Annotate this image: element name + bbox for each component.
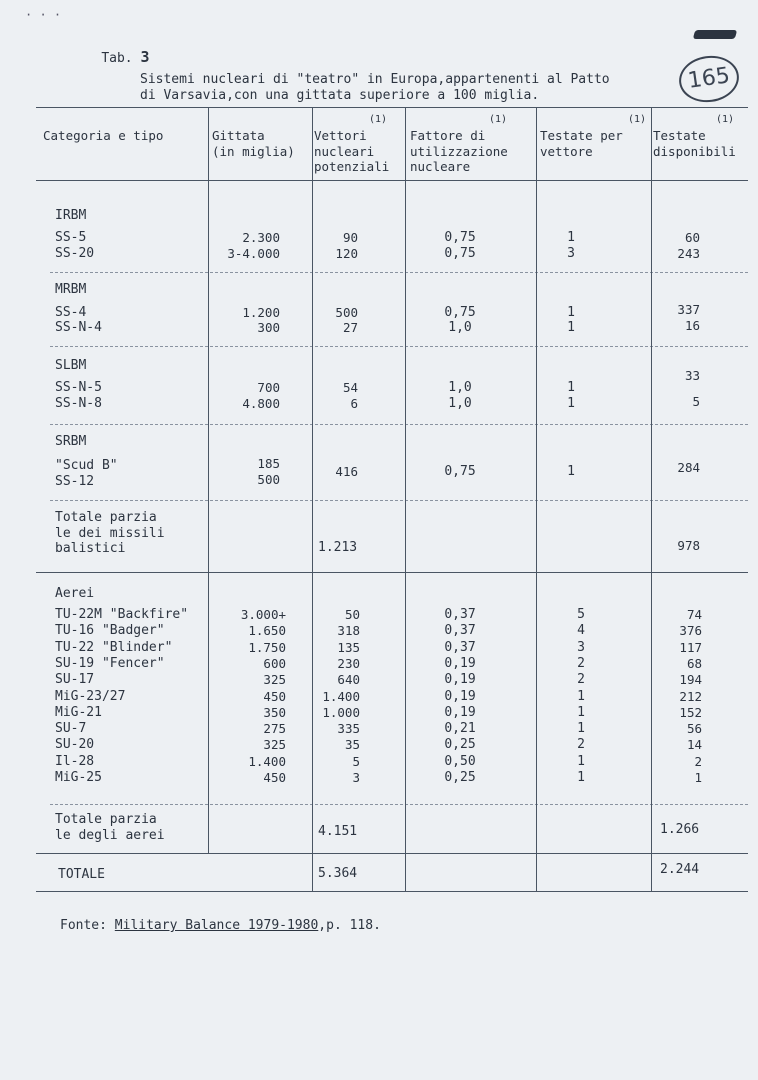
cell-available: 337 (677, 302, 700, 317)
cell-per-vector: 3 (577, 640, 585, 655)
cell-factor: 0,19 (444, 705, 476, 720)
title-line-1: Sistemi nucleari di "teatro" in Europa,appartenenti al Patto (140, 72, 610, 87)
cell-vectors: 500 (335, 305, 358, 320)
row-name: MiG-25 (55, 770, 102, 785)
cell-range: 1.200 (242, 305, 280, 320)
row-name: SS-N-4 (55, 320, 102, 335)
title-line-2: di Varsavia,con una gittata superiore a 100 miglia. (140, 88, 540, 103)
cell-available: 16 (684, 318, 700, 333)
col-divider-5 (651, 107, 652, 891)
table-bottom-rule (36, 891, 748, 892)
total-available: 2.244 (660, 862, 700, 877)
row-name: TU-16 "Badger" (55, 623, 165, 638)
cell-per-vector: 1 (567, 380, 575, 395)
row-name: SU-17 (55, 672, 95, 687)
group-label-aircraft: Aerei (55, 586, 95, 601)
cell-range: 4.800 (242, 396, 280, 411)
cell-per-vector: 1 (567, 305, 575, 320)
row-name: SS-5 (55, 230, 87, 245)
col-divider-3 (405, 107, 406, 891)
cell-per-vector: 1 (577, 770, 585, 785)
cell-per-vector: 1 (577, 689, 585, 704)
cell-factor: 0,19 (444, 656, 476, 671)
cell-per-vector: 1 (577, 721, 585, 736)
cell-per-vector: 1 (577, 754, 585, 769)
ink-mark (693, 30, 737, 39)
cell-available: 194 (679, 672, 702, 687)
cell-factor: 0,75 (444, 230, 476, 245)
row-name: MiG-23/27 (55, 689, 126, 704)
footnote-mark-factor: (1) (489, 114, 508, 125)
cell-range: 500 (257, 472, 280, 487)
cell-available: 2 (694, 754, 702, 769)
table-top-rule (36, 107, 748, 108)
cell-vectors: 318 (337, 623, 360, 638)
cell-factor: 0,21 (444, 721, 476, 736)
cell-factor: 0,25 (444, 737, 476, 752)
cell-per-vector: 5 (577, 607, 585, 622)
row-name: SS-N-8 (55, 396, 102, 411)
source-title: Military Balance 1979-1980 (114, 918, 319, 933)
row-name: MiG-21 (55, 705, 102, 720)
cell-vectors: 35 (344, 737, 360, 752)
rule-missile-subtotal (36, 572, 748, 573)
cell-per-vector: 1 (567, 396, 575, 411)
col-header-category: Categoria e tipo (43, 128, 164, 143)
group-label-srbm: SRBM (55, 434, 87, 449)
cell-factor: 1,0 (448, 380, 472, 395)
rule-irbm (50, 272, 748, 273)
cell-vectors: 27 (342, 320, 358, 335)
cell-per-vector: 2 (577, 656, 585, 671)
cell-range: 2.300 (242, 230, 280, 245)
tab-label: Tab. 3 (101, 47, 150, 66)
cell-range: 600 (263, 656, 286, 671)
cell-per-vector: 1 (567, 230, 575, 245)
cell-available: 33 (684, 368, 700, 383)
subtotal-aircraft-vectors: 4.151 (318, 824, 358, 839)
cell-vectors: 1.400 (322, 689, 360, 704)
header-bottom-rule (36, 180, 748, 181)
cell-per-vector: 2 (577, 672, 585, 687)
cell-factor: 1,0 (448, 396, 472, 411)
cell-vectors: 54 (342, 380, 358, 395)
cell-per-vector: 4 (577, 623, 585, 638)
rule-slbm (50, 424, 748, 425)
cell-per-vector: 1 (567, 464, 575, 479)
rule-aircraft (50, 804, 748, 805)
cell-per-vector: 1 (567, 320, 575, 335)
scan-speckle: · · · (25, 8, 62, 22)
cell-vectors: 135 (337, 640, 360, 655)
row-name: SU-20 (55, 737, 95, 752)
group-label-slbm: SLBM (55, 358, 87, 373)
total-vectors: 5.364 (318, 866, 358, 881)
row-name: TU-22M "Backfire" (55, 607, 189, 622)
row-name: Il-28 (55, 754, 95, 769)
total-label: TOTALE (58, 867, 105, 882)
cell-range: 700 (257, 380, 280, 395)
cell-range: 1.400 (248, 754, 286, 769)
cell-available: 152 (679, 705, 702, 720)
cell-range: 185 (257, 456, 280, 471)
cell-vectors: 230 (337, 656, 360, 671)
col-header-available: Testate disponibili (653, 128, 736, 159)
cell-vectors: 1.000 (322, 705, 360, 720)
row-name: SS-N-5 (55, 380, 102, 395)
cell-vectors: 90 (342, 230, 358, 245)
cell-available: 1 (694, 770, 702, 785)
cell-available: 56 (686, 721, 702, 736)
cell-factor: 0,75 (444, 246, 476, 261)
cell-range: 450 (263, 770, 286, 785)
source-note: Fonte: Military Balance 1979-1980,p. 118. (60, 918, 381, 933)
cell-factor: 1,0 (448, 320, 472, 335)
cell-available: 68 (686, 656, 702, 671)
cell-available: 60 (684, 230, 700, 245)
subtotal-missiles-label: Totale parzia le dei missili balistici (55, 510, 165, 556)
cell-available: 376 (679, 623, 702, 638)
cell-range: 1.650 (248, 623, 286, 638)
cell-range: 3-4.000 (227, 246, 280, 261)
cell-vectors: 640 (337, 672, 360, 687)
cell-range: 350 (263, 705, 286, 720)
cell-available: 284 (677, 460, 700, 475)
cell-available: 74 (686, 607, 702, 622)
group-label-mrbm: MRBM (55, 282, 87, 297)
rule-srbm (50, 500, 748, 501)
row-name: SS-12 (55, 474, 95, 489)
cell-available: 243 (677, 246, 700, 261)
row-name: SS-4 (55, 305, 87, 320)
cell-vectors: 335 (337, 721, 360, 736)
footnote-mark-available: (1) (716, 114, 735, 125)
cell-factor: 0,75 (444, 305, 476, 320)
cell-factor: 0,25 (444, 770, 476, 785)
row-name: SU-7 (55, 721, 87, 736)
cell-vectors: 416 (335, 464, 358, 479)
cell-vectors: 50 (344, 607, 360, 622)
row-name: "Scud B" (55, 458, 118, 473)
cell-vectors: 120 (335, 246, 358, 261)
cell-available: 212 (679, 689, 702, 704)
row-name: TU-22 "Blinder" (55, 640, 173, 655)
col-divider-4 (536, 107, 537, 891)
col-header-range: Gittata (in miglia) (212, 128, 295, 159)
col-header-per-vector: Testate per vettore (540, 128, 623, 159)
cell-factor: 0,50 (444, 754, 476, 769)
row-name: SU-19 "Fencer" (55, 656, 165, 671)
cell-range: 450 (263, 689, 286, 704)
page-number-stamp: 165 (676, 52, 742, 106)
cell-available: 14 (686, 737, 702, 752)
cell-factor: 0,19 (444, 672, 476, 687)
cell-range: 275 (263, 721, 286, 736)
cell-per-vector: 1 (577, 705, 585, 720)
rule-mrbm (50, 346, 748, 347)
cell-per-vector: 3 (567, 246, 575, 261)
footnote-mark-per-vector: (1) (628, 114, 647, 125)
cell-factor: 0,37 (444, 640, 476, 655)
subtotal-missiles-available: 978 (677, 538, 700, 553)
rule-aircraft-subtotal (36, 853, 748, 854)
cell-factor: 0,37 (444, 607, 476, 622)
col-header-vectors: Vettori nucleari potenziali (314, 128, 390, 174)
cell-per-vector: 2 (577, 737, 585, 752)
cell-factor: 0,19 (444, 689, 476, 704)
cell-vectors: 3 (352, 770, 360, 785)
cell-vectors: 5 (352, 754, 360, 769)
cell-range: 325 (263, 737, 286, 752)
cell-vectors: 6 (350, 396, 358, 411)
col-divider-2 (312, 107, 313, 891)
cell-range: 300 (257, 320, 280, 335)
cell-available: 5 (692, 394, 700, 409)
row-name: SS-20 (55, 246, 95, 261)
cell-factor: 0,37 (444, 623, 476, 638)
cell-available: 117 (679, 640, 702, 655)
col-header-factor: Fattore di utilizzazione nucleare (410, 128, 508, 174)
cell-factor: 0,75 (444, 464, 476, 479)
cell-range: 325 (263, 672, 286, 687)
col-divider-1 (208, 107, 209, 853)
subtotal-aircraft-label: Totale parzia le degli aerei (55, 812, 165, 843)
group-label-irbm: IRBM (55, 208, 87, 223)
cell-range: 3.000+ (240, 607, 286, 622)
cell-range: 1.750 (248, 640, 286, 655)
subtotal-missiles-vectors: 1.213 (318, 540, 358, 555)
subtotal-aircraft-available: 1.266 (660, 822, 700, 837)
footnote-mark-vectors: (1) (369, 114, 388, 125)
